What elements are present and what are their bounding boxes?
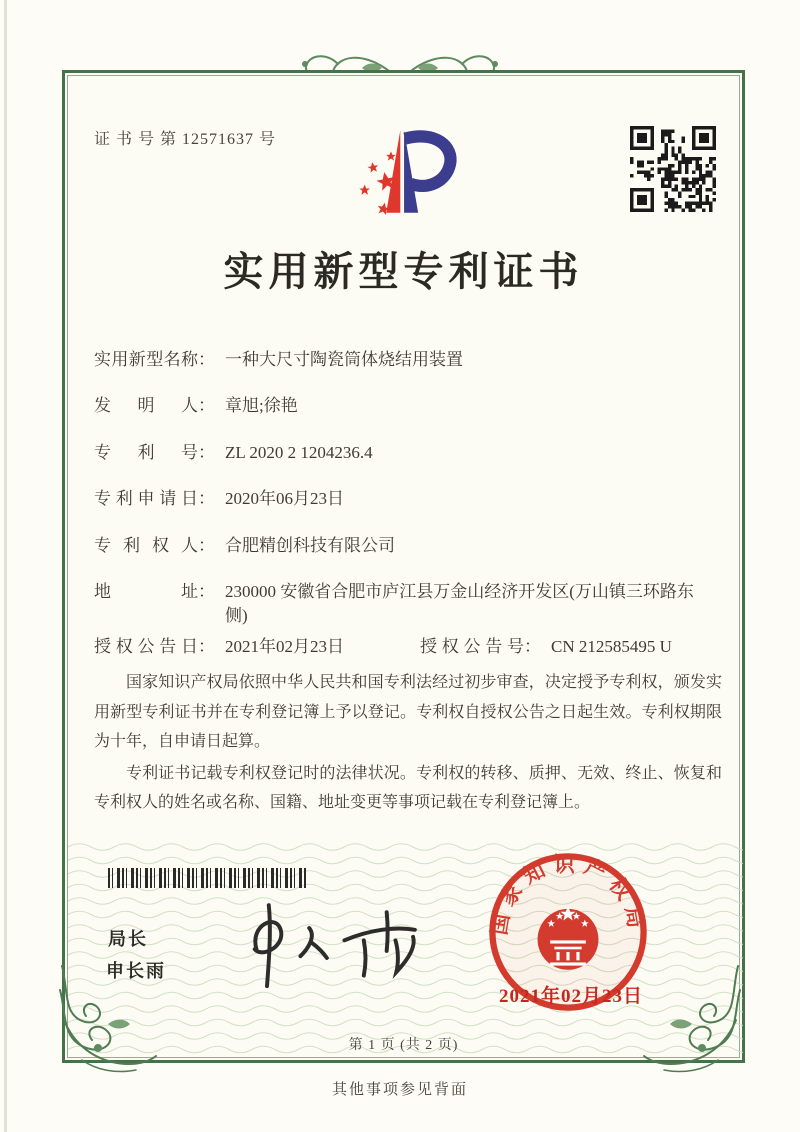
field-value: ZL 2020 2 1204236.4: [225, 443, 373, 462]
field-value: 2020年06月23日: [225, 489, 344, 508]
field-value: CN 212585495 U: [551, 637, 672, 656]
page-edge-shadow: [4, 0, 7, 1132]
field-label: 实用新型名称: [94, 350, 198, 369]
field-value: 2021年02月23日: [225, 637, 344, 656]
signer-title: 局长: [108, 929, 148, 949]
colon: ：: [198, 489, 215, 508]
field-row-patentee: [94, 534, 395, 558]
legal-paragraph-2: 专利证书记载专利权登记时的法律状况。专利权的转移、质押、无效、终止、恢复和专利权人的姓名或名称、国籍、地址变更等事项记载在专利登记簿上。: [94, 764, 722, 811]
field-row-filing-date: [94, 487, 344, 511]
field-label: 专利号: [94, 443, 198, 462]
colon: ：: [198, 443, 215, 462]
colon: ：: [198, 637, 215, 656]
colon: ：: [198, 396, 215, 415]
colon: ：: [524, 637, 541, 656]
field-label: 专利权人: [94, 536, 198, 555]
field-value: 一种大尺寸陶瓷筒体烧结用装置: [225, 350, 463, 369]
field-value: 合肥精创科技有限公司: [225, 536, 395, 555]
field-value: 230000 安徽省合肥市庐江县万金山经济开发区(万山镇三环路东侧): [225, 582, 694, 625]
colon: ：: [198, 350, 215, 369]
certificate-border: [62, 70, 745, 1063]
certificate-body: [67, 75, 740, 1058]
legal-paragraph-1: 国家知识产权局依照中华人民共和国专利法经过初步审查，决定授予专利权，颁发实用新型专利证书并在专利登记簿上予以登记。专利权自授权公告之日起生效。专利权期限为十年，自申请日起算。: [94, 674, 722, 750]
qr-code-icon: [630, 126, 716, 212]
director-signature-icon: [223, 888, 443, 998]
field-row-inventor: [94, 394, 298, 418]
seal-ring-text: 国家知识产权局: [486, 852, 650, 937]
legal-text: [94, 668, 722, 820]
certificate-title: 实用新型专利证书: [223, 249, 584, 294]
field-value: 章旭;徐艳: [225, 396, 298, 415]
field-row-grant: [94, 635, 722, 659]
field-label: 授权公告号: [420, 637, 524, 656]
colon: ：: [198, 536, 215, 555]
corner-flourish-left-icon: [52, 960, 164, 1080]
field-pair-grant-number: [420, 635, 672, 659]
cnipa-patent-logo-icon: [344, 124, 466, 219]
certificate-number: 证 书 号 第 12571637 号: [94, 131, 277, 148]
corner-flourish-right-icon: [636, 960, 748, 1080]
colon: ：: [198, 582, 215, 601]
field-label: 专利申请日: [94, 489, 198, 508]
page-number: 第 1 页 (共 2 页): [348, 1038, 459, 1053]
field-label: 发明人: [94, 396, 198, 415]
barcode: [108, 868, 308, 888]
back-note: 其他事项参见背面: [331, 1082, 468, 1098]
field-row-address: [94, 580, 695, 628]
field-row-name: [94, 348, 463, 372]
signer-name: 申长雨: [106, 961, 166, 981]
seal-date: 2021年02月23日: [498, 986, 643, 1007]
field-row-patent-number: [94, 441, 373, 465]
field-label: 授权公告日: [94, 637, 198, 656]
field-label: 地址: [94, 582, 198, 601]
